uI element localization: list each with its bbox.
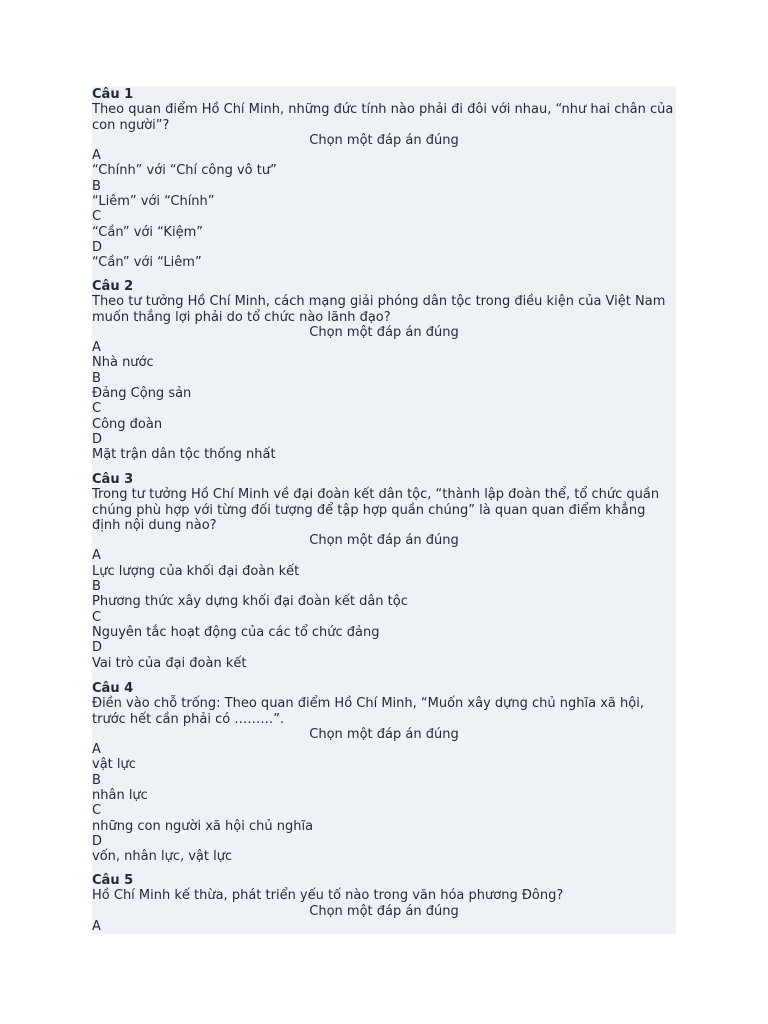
question-text: Điền vào chỗ trống: Theo quan điểm Hồ Chí Minh, “Muốn xây dựng chủ nghĩa xã hội, trước hết cần phải có ………”.	[92, 696, 644, 727]
option-letter: C	[92, 803, 102, 819]
quiz-page	[92, 86, 676, 934]
option-letter: D	[92, 239, 103, 255]
question-text: Trong tư tưởng Hồ Chí Minh về đại đoàn kết dân tộc, “thành lập đoàn thể, tổ chức quần chúng phù hợp với từng đối tượng để tập hợp quần chúng” là quan quan điểm khẳng định nội dung nào?	[92, 487, 660, 533]
option-text[interactable]: “Liêm” với “Chính”	[92, 194, 215, 210]
option-text[interactable]: Phương thức xây dựng khối đại đoàn kết dân tộc	[92, 594, 408, 610]
question-title: Câu 1	[92, 87, 134, 102]
answer-instruction: Chọn một đáp án đúng	[309, 132, 459, 148]
option-letter: B	[92, 178, 101, 194]
question-title: Câu 4	[92, 681, 134, 696]
option-letter: C	[92, 401, 102, 417]
option-text[interactable]: “Chính” với “Chí công vô tư”	[92, 163, 277, 179]
option-letter: B	[92, 579, 101, 595]
option-text[interactable]: vốn, nhân lực, vật lực	[92, 849, 233, 865]
option-text[interactable]: Đảng Cộng sản	[92, 386, 192, 402]
option-text[interactable]: vật lực	[92, 757, 136, 773]
option-letter: B	[92, 370, 101, 386]
option-letter: A	[92, 742, 101, 758]
question-title: Câu 5	[92, 873, 134, 888]
option-letter: C	[92, 609, 102, 625]
option-text[interactable]: Nhà nước	[92, 355, 154, 371]
question-title: Câu 2	[92, 279, 134, 294]
question-5	[92, 873, 676, 934]
question-text: Theo tư tưởng Hồ Chí Minh, cách mạng giải phóng dân tộc trong điều kiện của Việt Nam muốn thắng lợi phải do tổ chức nào lãnh đạo?	[92, 294, 666, 325]
answer-instruction: Chọn một đáp án đúng	[309, 903, 459, 919]
option-text[interactable]: Nguyên tắc hoạt động của các tổ chức đảng	[92, 624, 380, 640]
question-3	[92, 472, 676, 671]
option-letter: A	[92, 148, 101, 164]
question-text: Theo quan điểm Hồ Chí Minh, những đức tính nào phải đi đôi với nhau, “như hai chân của con người”?	[92, 102, 674, 133]
option-text[interactable]: nhân lực	[92, 788, 148, 804]
option-text[interactable]: Lực lượng của khối đại đoàn kết	[92, 563, 300, 579]
question-2	[92, 279, 676, 463]
option-text[interactable]: “Cần” với “Liêm”	[92, 255, 202, 271]
answer-instruction: Chọn một đáp án đúng	[309, 726, 459, 742]
option-letter: D	[92, 833, 103, 849]
question-text: Hồ Chí Minh kế thừa, phát triển yếu tố nào trong văn hóa phương Đông?	[92, 888, 564, 904]
answer-instruction: Chọn một đáp án đúng	[309, 533, 459, 549]
option-letter: A	[92, 918, 101, 934]
question-4	[92, 681, 676, 865]
option-text[interactable]: “Cần” với “Kiệm”	[92, 224, 203, 240]
answer-instruction: Chọn một đáp án đúng	[309, 324, 459, 340]
option-text[interactable]: Mặt trận dân tộc thống nhất	[92, 447, 276, 463]
option-letter: A	[92, 340, 101, 356]
option-letter: D	[92, 640, 103, 656]
option-text[interactable]: Công đoàn	[92, 416, 163, 432]
option-text[interactable]: những con người xã hội chủ nghĩa	[92, 818, 314, 834]
option-letter: A	[92, 548, 101, 564]
option-letter: D	[92, 431, 103, 447]
question-1	[92, 87, 676, 271]
option-letter: B	[92, 772, 101, 788]
option-letter: C	[92, 209, 102, 225]
question-title: Câu 3	[92, 472, 134, 487]
option-text[interactable]: Vai trò của đại đoàn kết	[92, 655, 247, 671]
